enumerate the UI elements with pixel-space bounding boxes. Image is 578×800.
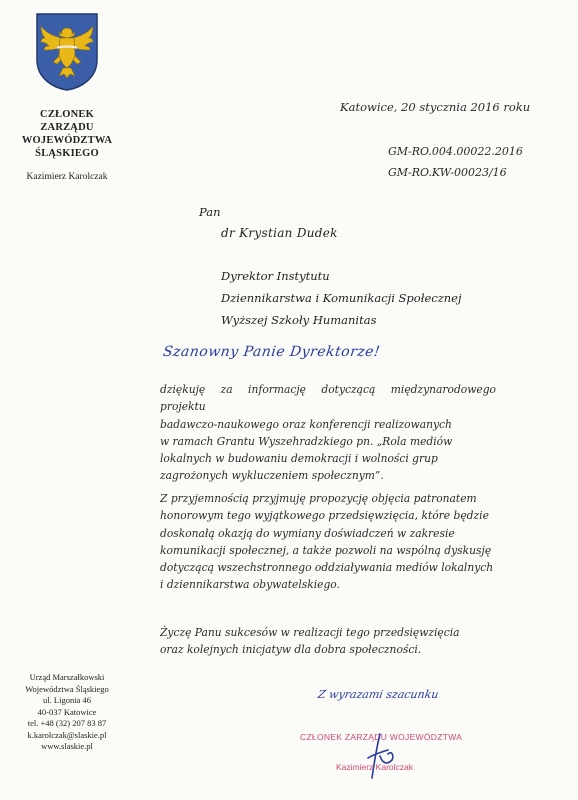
office-title-line: WOJEWÓDZTWA — [21, 135, 113, 146]
stamp-name: Kazimierz Karolczak — [336, 762, 413, 772]
email-address: k.karolczak@slaskie.pl — [27, 729, 107, 740]
address-line: Urząd Marszałkowski — [29, 672, 105, 682]
paragraph-line: komunikacji społecznej, a także pozwoli na wspólną dyskusję — [160, 543, 492, 557]
handwritten-greeting: Szanowny Panie Dyrektorze! — [161, 344, 382, 360]
addressee-prefix: Pan — [199, 205, 221, 219]
recipient-school: Wyższej Szkoły Humanitas — [221, 313, 377, 327]
website-url: www.slaskie.pl — [41, 741, 93, 751]
paragraph-line: doskonałą okazją do wymiany doświadczeń w zakresie — [160, 526, 455, 540]
body-paragraph-1 — [160, 381, 496, 485]
address-line: 40-037 Katowice — [37, 706, 97, 717]
body-paragraph-2 — [160, 490, 496, 594]
address-line: Województwa Śląskiego — [25, 683, 109, 694]
recipient-institute: Dziennikarstwa i Komunikacji Społecznej — [221, 291, 462, 305]
paragraph-line: Z przyjemnością przyjmuję propozycję objęcia patronatem — [160, 492, 477, 505]
office-holder-name: Kazimierz Karolczak — [26, 172, 108, 182]
place-and-date: Katowice, 20 stycznia 2016 roku — [340, 100, 531, 114]
recipient-position: Dyrektor Instytutu — [221, 269, 330, 283]
office-title-line: CZŁONEK ZARZĄDU — [40, 109, 94, 133]
body-paragraph-3 — [160, 624, 496, 659]
reference-number: GM-RO.KW-00023/16 — [388, 166, 507, 179]
paragraph-line: dziękuję za informację dotyczącą międzynarodowego projektu — [160, 383, 496, 414]
paragraph-line: oraz kolejnych inicjatyw dla dobra społeczności. — [160, 643, 422, 657]
office-address — [14, 672, 120, 753]
handwritten-closing: Z wyrazami szacunku — [316, 688, 440, 701]
phone-number: tel. +48 (32) 207 83 87 — [27, 718, 107, 728]
paragraph-line: lokalnych w budowaniu demokracji i wolności grup — [160, 452, 438, 466]
address-line: ul. Ligonia 46 — [43, 695, 91, 705]
paragraph-line: badawczo-naukowego oraz konferencji realizowanych — [160, 417, 452, 431]
coat-of-arms-icon — [35, 12, 99, 92]
signature-icon — [358, 728, 398, 782]
office-title-line: ŚLĄSKIEGO — [35, 148, 99, 159]
office-title — [14, 108, 120, 160]
reference-number: GM-RO.004.00022.2016 — [388, 145, 523, 158]
paragraph-line: dotyczącą wszechstronnego oddziaływania mediów lokalnych — [160, 561, 494, 575]
paragraph-line: honorowym tego wyjątkowego przedsięwzięcia, które będzie — [160, 509, 489, 523]
paragraph-line: zagrożonych wykluczeniem społecznym”. — [160, 469, 384, 483]
stamp-title: CZŁONEK ZARZĄDU WOJEWÓDZTWA — [300, 732, 463, 742]
paragraph-line: i dziennikarstwa obywatelskiego. — [160, 578, 340, 592]
paragraph-line: w ramach Grantu Wyszehradzkiego pn. „Rola mediów — [160, 434, 453, 448]
recipient-name: dr Krystian Dudek — [221, 226, 338, 240]
paragraph-line: Życzę Panu sukcesów w realizacji tego przedsięwzięcia — [160, 626, 460, 639]
